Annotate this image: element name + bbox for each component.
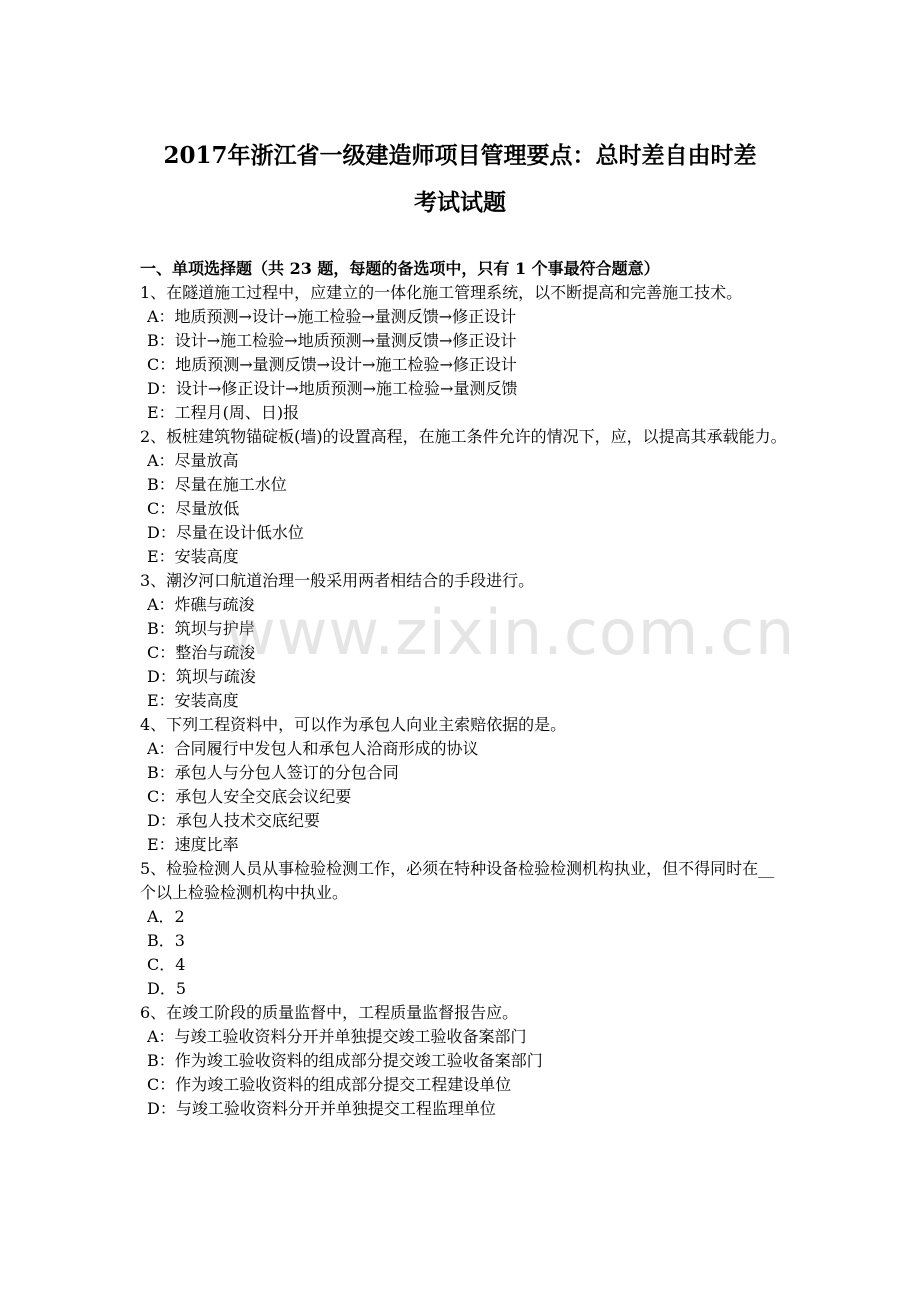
document-title-line-1: 2017年浙江省一级建造师项目管理要点：总时差自由时差 (163, 142, 757, 169)
question-option: D：尽量在设计低水位 (147, 523, 304, 542)
question-option: D：筑坝与疏浚 (147, 667, 256, 686)
question-option: A．2 (147, 907, 185, 926)
document-body (140, 257, 788, 1121)
question-stem: 6、在竣工阶段的质量监督中，工程质量监督报告应。 (140, 1003, 519, 1022)
question-stem: 3、潮汐河口航道治理一般采用两者相结合的手段进行。 (140, 571, 535, 590)
question-5 (140, 857, 788, 1001)
question-option: D．5 (147, 979, 187, 998)
question-option: C：尽量放低 (147, 499, 240, 518)
question-stem: 5、检验检测人员从事检验检测工作，必须在特种设备检验检测机构执业，但不得同时在__个以上检验检测机构中执业。 (140, 859, 775, 902)
question-option: C：作为竣工验收资料的组成部分提交工程建设单位 (147, 1075, 512, 1094)
question-option: B：承包人与分包人签订的分包合同 (147, 763, 399, 782)
question-option: D：与竣工验收资料分开并单独提交工程监理单位 (147, 1099, 496, 1118)
question-2 (140, 425, 788, 569)
question-option: B．3 (147, 931, 185, 950)
question-option: D：承包人技术交底纪要 (147, 811, 320, 830)
document-title-line-2: 考试试题 (414, 189, 506, 216)
question-3 (140, 569, 788, 713)
question-option: A：地质预测→设计→施工检验→量测反馈→修正设计 (147, 307, 517, 326)
question-option: A：合同履行中发包人和承包人洽商形成的协议 (147, 739, 479, 758)
question-stem: 2、板桩建筑物锚碇板(墙)的设置高程，在施工条件允许的情况下，应，以提高其承载能力。 (140, 427, 787, 446)
question-option: B：设计→施工检验→地质预测→量测反馈→修正设计 (147, 331, 517, 350)
question-option: C：地质预测→量测反馈→设计→施工检验→修正设计 (147, 355, 517, 374)
question-option: C：承包人安全交底会议纪要 (147, 787, 352, 806)
question-option: E：安装高度 (147, 691, 239, 710)
question-1 (140, 281, 788, 425)
question-option: D：设计→修正设计→地质预测→施工检验→量测反馈 (147, 379, 518, 398)
question-option: B：作为竣工验收资料的组成部分提交竣工验收备案部门 (147, 1051, 543, 1070)
question-option: E：安装高度 (147, 547, 239, 566)
question-6 (140, 1001, 788, 1121)
question-option: A：尽量放高 (147, 451, 239, 470)
question-option: B：尽量在施工水位 (147, 475, 287, 494)
question-option: E：速度比率 (147, 835, 239, 854)
question-option: E：工程月(周、日)报 (147, 403, 300, 422)
question-option: A：与竣工验收资料分开并单独提交竣工验收备案部门 (147, 1027, 527, 1046)
question-stem: 1、在隧道施工过程中，应建立的一体化施工管理系统，以不断提高和完善施工技术。 (140, 283, 743, 302)
question-option: B：筑坝与护岸 (147, 619, 255, 638)
question-option: C．4 (147, 955, 186, 974)
question-option: C：整治与疏浚 (147, 643, 256, 662)
question-stem: 4、下列工程资料中，可以作为承包人向业主索赔依据的是。 (140, 715, 567, 734)
question-option: A：炸礁与疏浚 (147, 595, 255, 614)
question-4 (140, 713, 788, 857)
watermark: www.zixin.com.cn (225, 596, 796, 669)
section-heading: 一、单项选择题（共 23 题，每题的备选项中，只有 1 个事最符合题意） (140, 259, 660, 278)
